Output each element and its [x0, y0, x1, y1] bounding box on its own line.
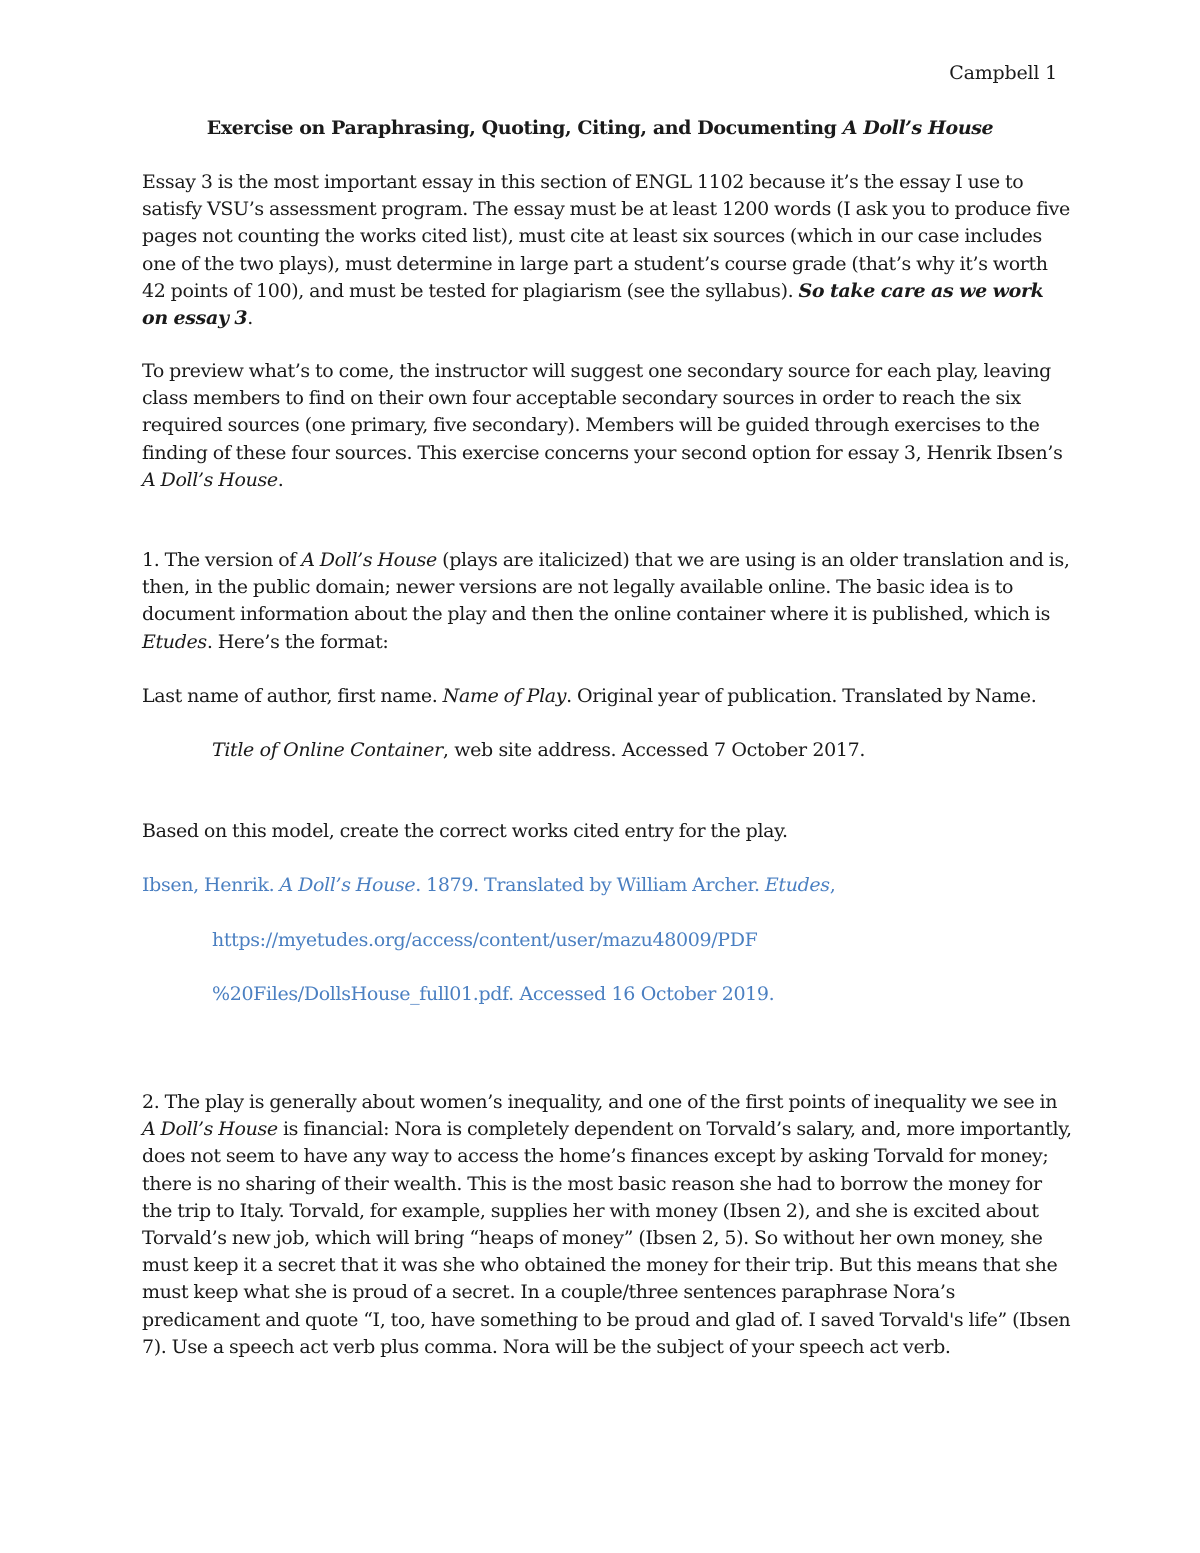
intro-p1-end: . — [247, 307, 253, 330]
format-text-a: Last name of author, first name. — [142, 685, 443, 707]
q1-italic-b: Etudes — [142, 630, 207, 653]
q1-text-c: . Here’s the format: — [206, 630, 389, 653]
q2-italic-a: A Doll’s House — [142, 1118, 278, 1141]
question-2-paragraph — [142, 1089, 1072, 1361]
intro-p2-italic: A Doll’s House — [142, 468, 278, 491]
answer-italic: A Doll’s House — [279, 874, 416, 896]
answer-citation-line-1 — [142, 872, 1072, 899]
running-head: Campbell 1 — [949, 62, 1057, 84]
answer-text-a: Ibsen, Henrik. — [142, 874, 280, 896]
q1-text-a: 1. The version of — [142, 549, 302, 571]
format-text-b: . Original year of publication. Translated by Name. — [566, 685, 1037, 707]
intro-p1-emphasis: So take care as we work on essay 3 — [142, 279, 1044, 330]
answer-italic-2: Etudes — [764, 874, 830, 896]
format2-text: , web site address. Accessed 7 October 2017. — [442, 739, 866, 761]
format2-italic: Title of Online Container — [212, 739, 443, 761]
answer-citation-url-1: https://myetudes.org/access/content/user/mazu48009/PDF — [212, 929, 758, 951]
intro-p1-text: Essay 3 is the most important essay in this section of ENGL 1102 because it’s the essay I use to satisfy VSU’s assessment program. The essay must be at least 1200 words (I ask you to produce five pages not counting the works cited list), must cite at least six sources (which in our case includes one of the two plays), must determine in large part a student’s course grade (that’s why it’s worth 42 points of 100), and must be tested for plagiarism (see the syllabus). — [142, 171, 1070, 302]
intro-p2-text: To preview what’s to come, the instructor will suggest one secondary source for each play, leaving class members to find on their own four acceptable secondary sources in order to reach the six required sources (one primary, five secondary). Members will be guided through exercises to the finding of these four sources. This exercise concerns your second option for essay 3, Henrik Ibsen’s — [142, 360, 1063, 464]
q1-prompt: Based on this model, create the correct works cited entry for the play. — [142, 820, 788, 842]
q2-text-a: 2. The play is generally about women’s inequality, and one of the first points of inequality we see in — [142, 1091, 1058, 1113]
format-italic: Name of Play — [442, 685, 567, 707]
answer-text-b: . 1879. Translated by William Archer. — [415, 874, 765, 896]
q1-italic-a: A Doll’s House — [301, 549, 437, 571]
intro-p2-end: . — [277, 468, 284, 491]
title-text: Exercise on Paraphrasing, Quoting, Citing, and Documenting — [206, 117, 843, 139]
intro-paragraph-2 — [142, 358, 1072, 494]
intro-paragraph-1 — [142, 169, 1072, 332]
title-italic: A Doll’s House — [842, 117, 994, 139]
citation-format-line-2 — [212, 737, 865, 764]
q2-text-b: is financial: Nora is completely dependent on Torvald’s salary, and, more importantly, does not seem to have any way to access the home’s finances except by asking Torvald for money; there is no sharing of their wealth. This is the most basic reason she had to borrow the money for the trip to Italy. Torvald, for example, supplies her with money (Ibsen 2), and she is excited about Torvald’s new job, which will bring “heaps of money” (Ibsen 2, 5). So without her own money, she must keep it a secret that it was she who obtained the money for their trip. But this means that she must keep what she is proud of a secret. In a couple/three sentences paraphrase Nora’s predicament and quote “I, too, have something to be proud and glad of. I saved Torvald's life” (Ibsen 7). Use a speech act verb plus comma. Nora will be the subject of your speech act verb. — [142, 1118, 1072, 1358]
page-title — [142, 115, 1058, 142]
question-1-paragraph — [142, 547, 1072, 656]
answer-text-c: , — [829, 874, 836, 896]
citation-format-line-1 — [142, 683, 1072, 710]
answer-citation-url-2: %20Files/DollsHouse_full01.pdf. Accessed 16 October 2019. — [212, 983, 775, 1005]
q1-text-b: (plays are italicized) that we are using is an older translation and is, then, in the public domain; newer versions are not legally available online. The basic idea is to document information about the play and then the online container where it is published, which is — [142, 549, 1070, 626]
